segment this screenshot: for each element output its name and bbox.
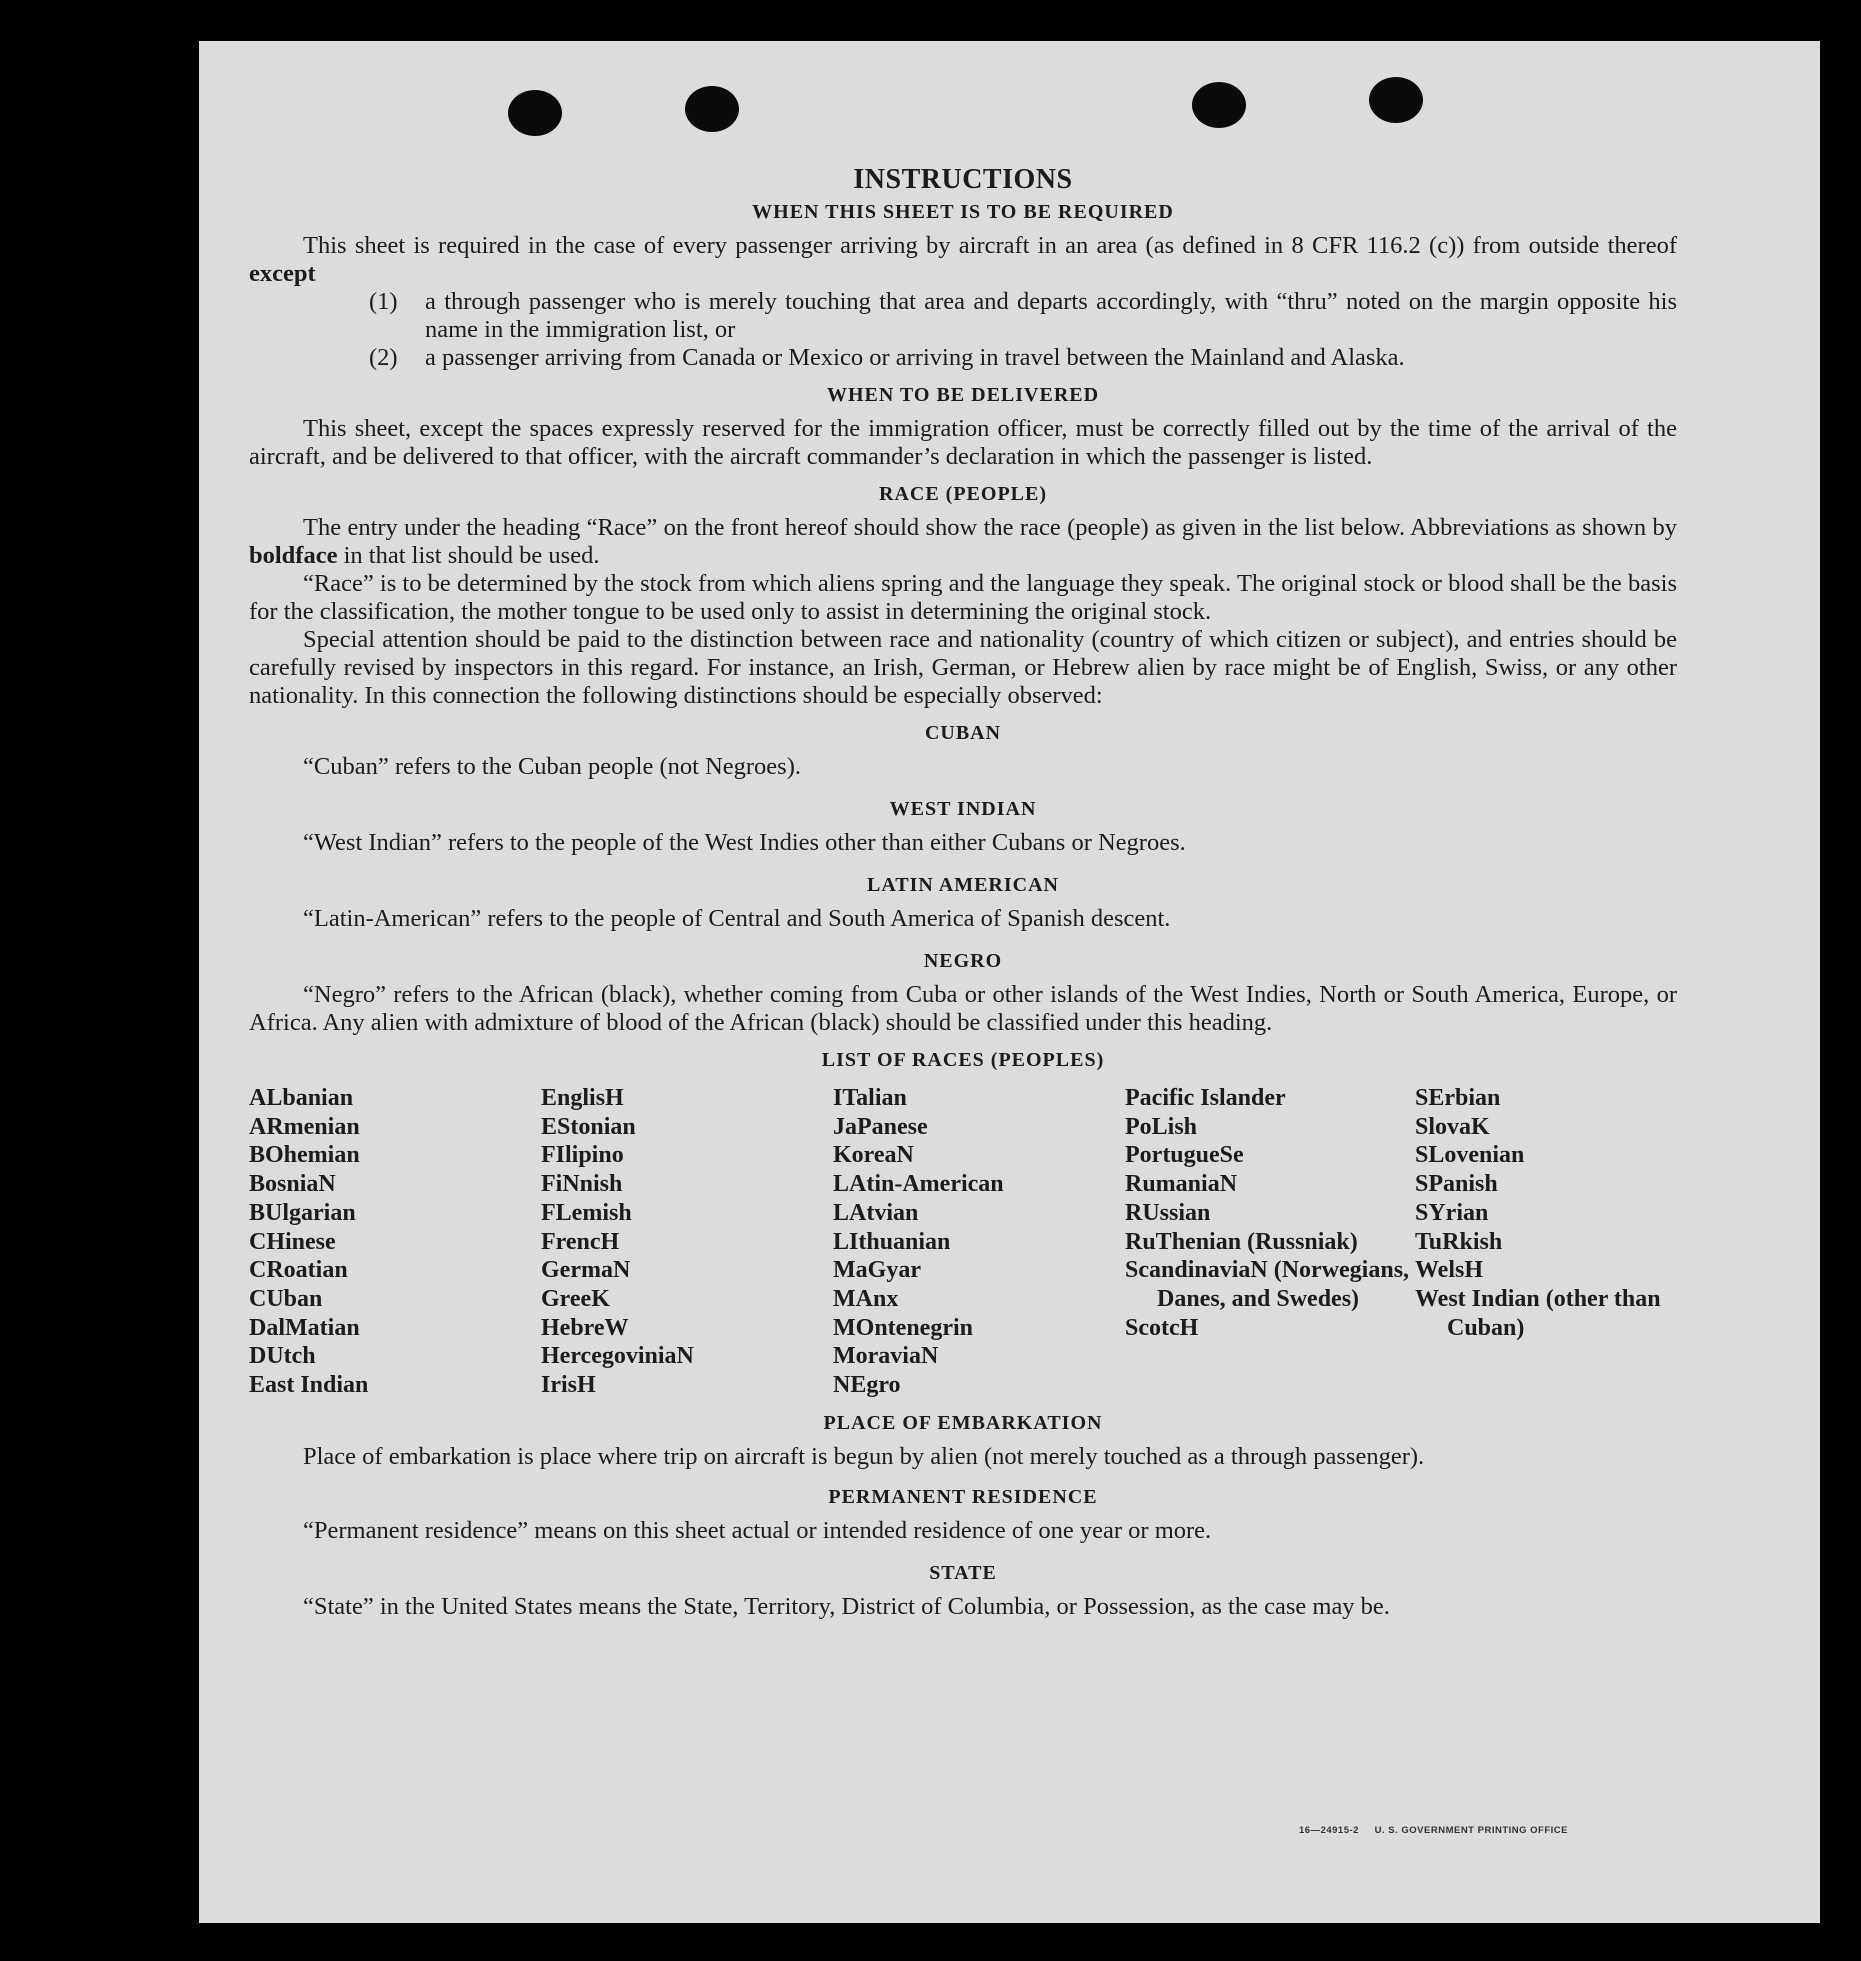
race-entry: SYrian xyxy=(1415,1199,1489,1226)
race-entry: ScotcH xyxy=(1125,1314,1199,1341)
section-heading-list-of-races: LIST OF RACES (PEOPLES) xyxy=(821,1049,1105,1071)
race-entry: CRoatian xyxy=(249,1257,348,1284)
required-item xyxy=(369,344,1677,372)
west-indian-text: “West Indian” refers to the people of the West Indies other than either Cubans or Negroes. xyxy=(303,829,1186,856)
race-entry: PortugueSe xyxy=(1125,1142,1244,1169)
race-entry: SlovaK xyxy=(1415,1113,1490,1140)
race-paragraph-2: “Race” is to be determined by the stock from which aliens spring and the language they speak. The original stock or blood shall be the basis for the classification, the mother tongue to be used only to assist in determining the original stock. xyxy=(249,570,1677,625)
race-entry: KoreaN xyxy=(833,1142,914,1169)
document-sheet xyxy=(199,41,1820,1923)
race-entry: SErbian xyxy=(1415,1085,1501,1111)
section-heading-residence: PERMANENT RESIDENCE xyxy=(828,1485,1098,1508)
race-entry: TuRkish xyxy=(1415,1228,1503,1255)
section-heading-west-indian: WEST INDIAN xyxy=(889,798,1037,820)
race-entry: WelsH xyxy=(1415,1257,1484,1284)
item-text: a through passenger who is merely touching that area and departs accordingly, with “thru” noted on the margin opposite his name in the immigration list, or xyxy=(425,288,1677,343)
section-heading-required: WHEN THIS SHEET IS TO BE REQUIRED xyxy=(752,201,1174,223)
race-entry: BosniaN xyxy=(249,1171,336,1198)
race-entry: EnglisH xyxy=(541,1085,624,1111)
delivered-text: This sheet, except the spaces expressly reserved for the immigration officer, must be correctly filled out by the time of the arrival of the aircraft, and be delivered to that officer, with the aircraft commander’s declaration in which the passenger is listed. xyxy=(249,415,1677,470)
race-entry: HercegoviniaN xyxy=(541,1343,694,1370)
embarkation-text: Place of embarkation is place where trip on aircraft is begun by alien (not merely touched as a through passenger). xyxy=(303,1442,1425,1470)
race-entry: DalMatian xyxy=(249,1314,360,1341)
section-heading-embarkation: PLACE OF EMBARKATION xyxy=(823,1411,1103,1434)
race-entry: HebreW xyxy=(541,1314,629,1341)
page-title: INSTRUCTIONS xyxy=(853,164,1073,195)
punch-hole xyxy=(508,90,562,136)
race-entry: SLovenian xyxy=(1415,1142,1525,1169)
race-entry: ALbanian xyxy=(249,1085,354,1111)
required-intro xyxy=(249,232,1677,288)
state-text: “State” in the United States means the State, Territory, District of Columbia, or Possession, as the case may be. xyxy=(303,1592,1390,1620)
race-entry: ARmenian xyxy=(249,1113,360,1140)
race-entry: LIthuanian xyxy=(833,1228,951,1255)
item-number: (2) xyxy=(369,344,398,371)
race-entry: FrencH xyxy=(541,1228,620,1255)
printer-name: U. S. GOVERNMENT PRINTING OFFICE xyxy=(1374,1825,1568,1836)
race-entry: MoraviaN xyxy=(833,1343,939,1370)
race-entry: MAnx xyxy=(833,1285,899,1312)
race-entry: NEgro xyxy=(833,1372,901,1399)
race-entry: ITalian xyxy=(833,1085,907,1111)
required-item xyxy=(369,288,1677,344)
race-p1-bold: boldface xyxy=(249,542,338,569)
race-entry: MOntenegrin xyxy=(833,1314,973,1341)
races-column xyxy=(541,1084,833,1400)
punch-hole xyxy=(685,86,739,132)
race-entry: GermaN xyxy=(541,1257,631,1284)
race-paragraph-3: Special attention should be paid to the distinction between race and nationality (country of which citizen or subject), and entries should be carefully revised by inspectors in this regard. For instance, an Irish, German, or Hebrew alien by race might be of English, Swiss, or any other nationality. In this connection the following distinctions should be especially observed: xyxy=(249,626,1677,709)
races-column xyxy=(1415,1084,1677,1400)
race-entry: PoLish xyxy=(1125,1113,1198,1140)
race-entry: IrisH xyxy=(541,1372,596,1399)
section-heading-state: STATE xyxy=(929,1561,997,1584)
race-entry: BOhemian xyxy=(249,1142,360,1169)
race-entry: FIlipino xyxy=(541,1142,624,1169)
item-number: (1) xyxy=(369,288,398,315)
cuban-text: “Cuban” refers to the Cuban people (not Negroes). xyxy=(303,753,801,780)
section-heading-race: RACE (PEOPLE) xyxy=(879,483,1047,505)
race-paragraph-1 xyxy=(249,514,1677,570)
section-heading-cuban: CUBAN xyxy=(924,722,1002,744)
form-code: 16—24915-2 xyxy=(1299,1825,1359,1836)
section-heading-latin-american: LATIN AMERICAN xyxy=(867,874,1059,896)
latin-american-text: “Latin-American” refers to the people of Central and South America of Spanish descent. xyxy=(303,905,1171,932)
race-entry: LAtin-American xyxy=(833,1171,1004,1198)
required-intro-except: except xyxy=(249,260,316,287)
race-entry: West Indian (other than Cuban) xyxy=(1415,1285,1661,1341)
punch-hole xyxy=(1369,77,1423,123)
required-intro-text: This sheet is required in the case of every passenger arriving by aircraft in an area (as defined in 8 CFR 116.2 (c)) from outside thereof xyxy=(303,232,1677,259)
negro-text: “Negro” refers to the African (black), whether coming from Cuba or other islands of the West Indies, North or South America, Europe, or Africa. Any alien with admixture of blood of the African (black) should be classified under this heading. xyxy=(249,981,1677,1036)
punch-hole xyxy=(1192,82,1246,128)
race-entry: RumaniaN xyxy=(1125,1171,1238,1198)
residence-text: “Permanent residence” means on this sheet actual or intended residence of one year or more. xyxy=(303,1516,1212,1544)
race-entry: EStonian xyxy=(541,1113,636,1140)
races-list xyxy=(249,1084,1677,1400)
race-entry: CHinese xyxy=(249,1228,336,1255)
printer-footer xyxy=(1299,1825,1568,1836)
section-heading-delivered: WHEN TO BE DELIVERED xyxy=(826,384,1100,406)
race-entry: MaGyar xyxy=(833,1257,921,1284)
race-entry: DUtch xyxy=(249,1343,316,1370)
races-column xyxy=(249,1084,541,1400)
race-entry: RuThenian (Russniak) xyxy=(1125,1228,1358,1255)
section-heading-negro: NEGRO xyxy=(923,950,1003,972)
race-entry: East Indian xyxy=(249,1372,369,1399)
race-entry: FLemish xyxy=(541,1199,632,1226)
race-entry: ScandinaviaN (Norwegians, Danes, and Swedes) xyxy=(1125,1257,1410,1312)
races-column xyxy=(833,1084,1125,1400)
race-entry: RUssian xyxy=(1125,1199,1211,1226)
race-entry: SPanish xyxy=(1415,1171,1498,1198)
race-entry: GreeK xyxy=(541,1285,610,1312)
race-entry: JaPanese xyxy=(833,1113,928,1140)
item-text: a passenger arriving from Canada or Mexico or arriving in travel between the Mainland and Alaska. xyxy=(425,344,1405,371)
race-entry: CUban xyxy=(249,1285,323,1312)
race-entry: FiNnish xyxy=(541,1171,623,1198)
instructions-content xyxy=(249,166,1677,1621)
race-p1-after: in that list should be used. xyxy=(337,542,600,569)
race-entry: LAtvian xyxy=(833,1199,919,1226)
race-entry: Pacific Islander xyxy=(1125,1085,1286,1111)
races-column xyxy=(1125,1084,1415,1400)
race-p1-before: The entry under the heading “Race” on the front hereof should show the race (people) as given in the list below. Abbreviations as shown by xyxy=(303,514,1677,541)
race-entry: BUlgarian xyxy=(249,1199,356,1226)
